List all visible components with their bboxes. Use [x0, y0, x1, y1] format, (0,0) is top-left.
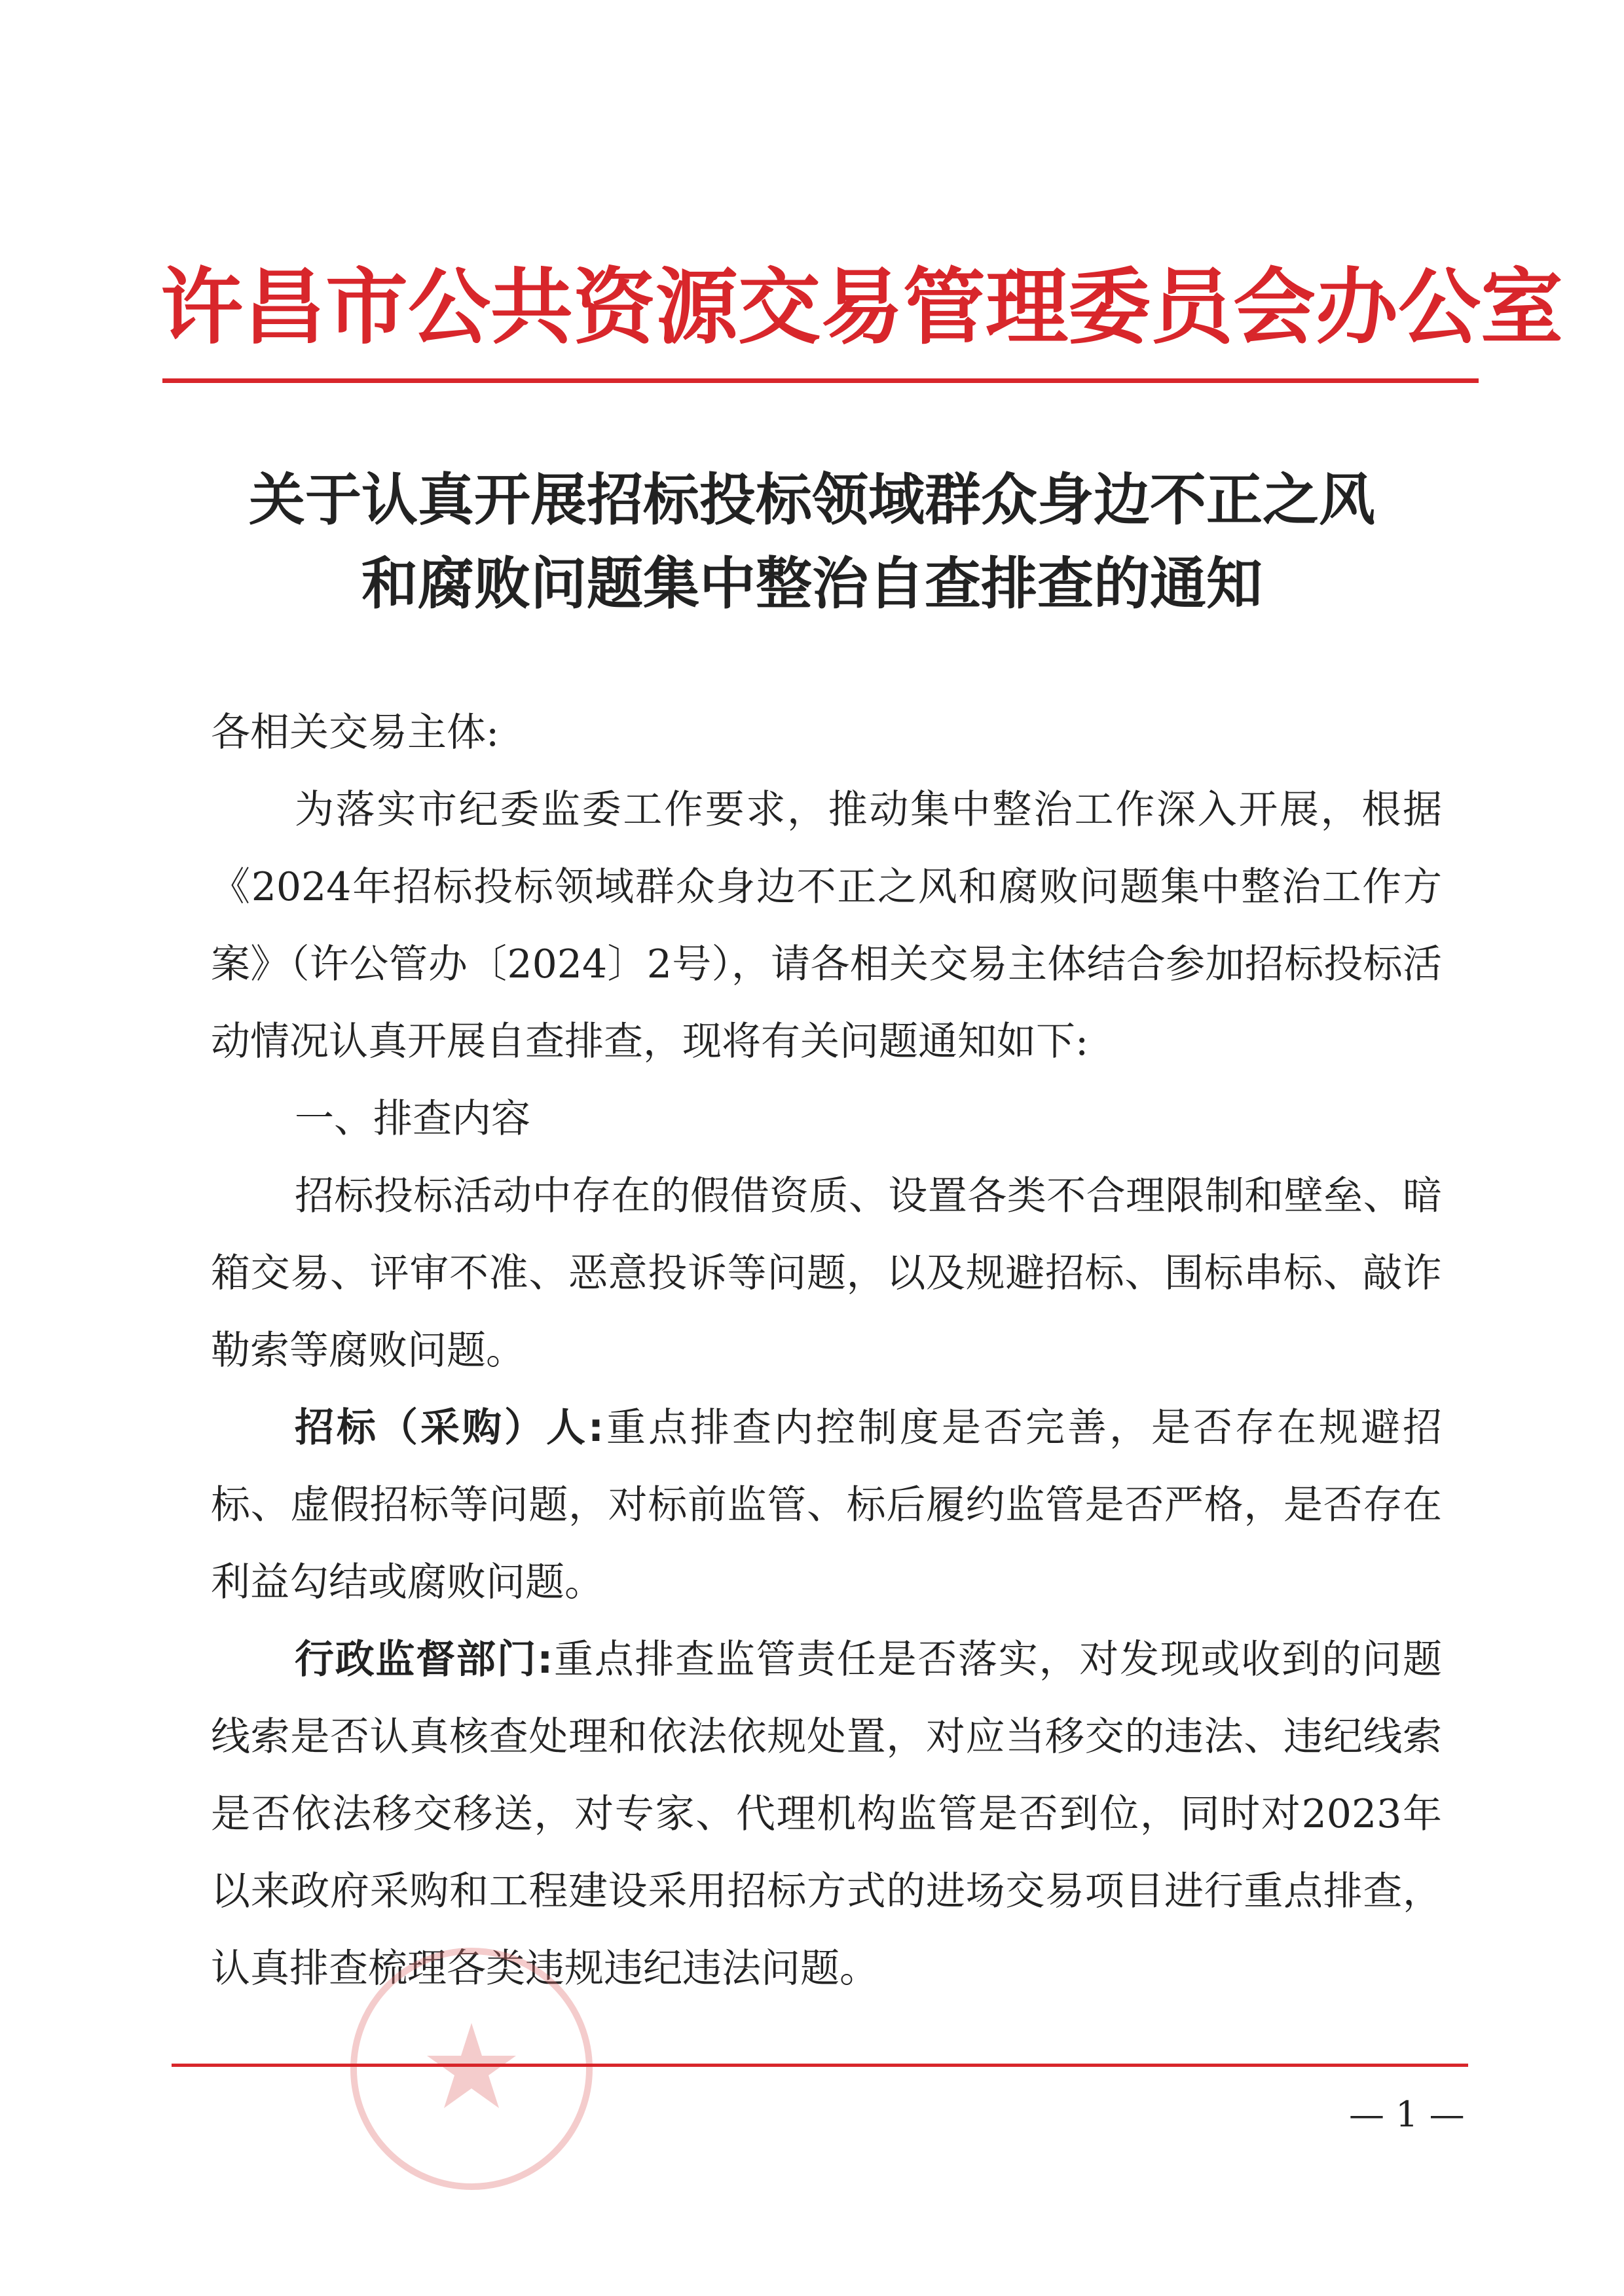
section-1-paragraph: 招标投标活动中存在的假借资质、设置各类不合理限制和壁垒、暗箱交易、评审不准、恶意投诉等问题，以及规避招标、围标串标、敲诈勒索等腐败问题。: [211, 1173, 1442, 1374]
tenderer-text: 重点排查内控制度是否完善，是否存在规避招标、虚假招标等问题，对标前监管、标后履约监管是否严格，是否存在利益勾结或腐败问题。: [211, 1405, 1442, 1605]
header-red-rule: [162, 378, 1479, 383]
salutation: 各相关交易主体:: [211, 710, 500, 756]
intro-paragraph: 为落实市纪委监委工作要求，推动集中整治工作深入开展，根据《2024年招标投标领域群众身边不正之风和腐败问题集中整治工作方案》（许公管办〔2024〕2号），请各相关交易主体结合参加招标投标活动情况认真开展自查排查，现将有关问题通知如下:: [211, 787, 1442, 1065]
tenderer-paragraph: [211, 1389, 1442, 1621]
document-body: [211, 694, 1442, 2007]
official-seal: [341, 1938, 602, 2200]
title-line-1: 关于认真开展招标投标领域群众身边不正之风: [249, 467, 1375, 533]
supervisor-text: 重点排查监管责任是否落实，对发现或收到的问题线索是否认真核查处理和依法依规处置，对应当移交的违法、违纪线索是否依法移交移送，对专家、代理机构监管是否到位，同时对2023年以来政府采购和工程建设采用招标方式的进场交易项目进行重点排查，认真排查梳理各类违规违纪违法问题。: [211, 1637, 1442, 1992]
supervisor-lead: 行政监督部门:: [295, 1637, 553, 1683]
section-heading-1: 一、排查内容: [295, 1096, 530, 1142]
title-line-2: 和腐败问题集中整治自查排查的通知: [361, 551, 1263, 617]
document-title: [131, 458, 1493, 626]
page-number: — 1 —: [1349, 2094, 1465, 2135]
issuer-header: 许昌市公共资源交易管理委员会办公室: [160, 259, 1563, 355]
tenderer-lead: 招标（采购）人:: [295, 1405, 604, 1451]
footer-red-rule: [172, 2064, 1468, 2067]
